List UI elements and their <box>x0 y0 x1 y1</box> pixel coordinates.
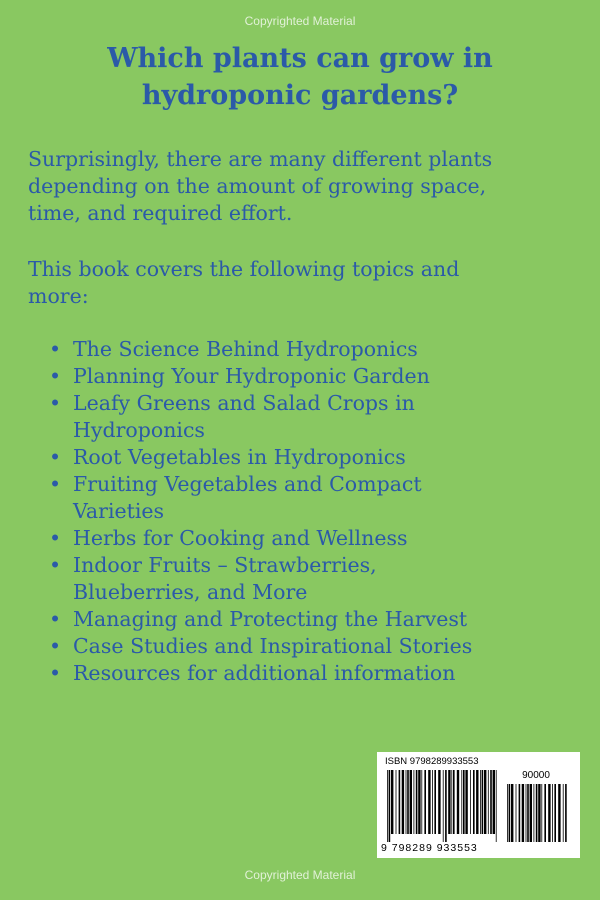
barcode-bar <box>416 770 418 834</box>
topics-intro-line: This book covers the following topics and <box>28 257 460 281</box>
barcode-bar <box>526 784 527 842</box>
topic-item <box>45 444 565 471</box>
barcode-bar <box>493 770 495 834</box>
barcode-bar <box>410 770 412 834</box>
barcode-bar <box>421 770 422 834</box>
topic-text: Hydroponics <box>73 418 205 442</box>
topic-item <box>45 336 565 363</box>
topic-text: Managing and Protecting the Harvest <box>73 607 468 631</box>
barcode-bar <box>536 784 538 842</box>
topic-item <box>45 363 565 390</box>
isbn-label: ISBN 9798289933553 <box>385 756 479 767</box>
barcode-bar <box>389 770 391 842</box>
barcode-bar <box>451 770 452 834</box>
topic-text: Planning Your Hydroponic Garden <box>73 364 430 388</box>
barcode-bar <box>488 770 489 834</box>
barcode-bars <box>387 770 499 842</box>
bullet-icon: • <box>49 634 62 658</box>
barcode-bar <box>432 770 433 834</box>
barcode-bar <box>387 770 388 842</box>
barcode-bar <box>516 784 517 842</box>
topic-item <box>45 633 565 660</box>
barcode-bar <box>509 784 511 842</box>
topics-intro-paragraph <box>28 256 588 310</box>
cover-title <box>70 40 530 114</box>
barcode-bar <box>424 770 426 834</box>
barcode-bar <box>391 770 393 834</box>
barcode-bar <box>445 770 447 842</box>
intro-line: time, and required effort. <box>28 201 293 225</box>
barcode-bar <box>396 770 397 834</box>
barcode-bar <box>434 770 436 834</box>
barcode-bar <box>448 770 450 834</box>
barcode-bar <box>457 770 459 834</box>
cover-title-line: Which plants can grow in <box>107 43 493 74</box>
barcode-bar <box>470 770 471 834</box>
barcode-bar <box>544 784 546 842</box>
intro-paragraph <box>28 146 588 227</box>
topic-item <box>45 606 565 633</box>
bullet-icon: • <box>49 553 62 577</box>
topic-list <box>45 336 565 687</box>
price-barcode-bars <box>507 784 567 842</box>
barcode-bar <box>522 784 524 842</box>
topic-text: Leafy Greens and Salad Crops in <box>73 391 415 415</box>
topic-item <box>45 552 565 606</box>
barcode-bar <box>534 784 535 842</box>
barcode-bar <box>418 770 420 834</box>
topic-text: Case Studies and Inspirational Stories <box>73 634 473 658</box>
barcode-bar <box>552 784 553 842</box>
barcode-bar <box>461 770 462 834</box>
intro-line: depending on the amount of growing space, <box>28 174 487 198</box>
bullet-icon: • <box>49 364 62 388</box>
barcode-bar <box>496 770 497 842</box>
barcode-bar <box>414 770 415 834</box>
topic-item <box>45 660 565 687</box>
topic-text: Resources for additional information <box>73 661 456 685</box>
bullet-icon: • <box>49 607 62 631</box>
barcode-bar <box>453 770 455 834</box>
barcode-bar <box>548 784 550 842</box>
barcode-bar <box>463 770 465 834</box>
barcode-bar <box>438 770 440 834</box>
watermark-top: Copyrighted Material <box>244 14 356 28</box>
bullet-icon: • <box>49 661 62 685</box>
topic-text: Blueberries, and More <box>73 580 308 604</box>
barcode-bar <box>507 784 508 842</box>
intro-line: Surprisingly, there are many different plants <box>28 147 493 171</box>
bullet-icon: • <box>49 445 62 469</box>
barcode-bar <box>511 784 513 842</box>
isbn-barcode <box>377 752 580 858</box>
barcode-bar <box>402 770 404 834</box>
topic-item <box>45 390 565 444</box>
cover-title-line: hydroponic gardens? <box>141 80 459 111</box>
isbn-digits: 9 798289 933553 <box>381 842 478 854</box>
topic-text: Herbs for Cooking and Wellness <box>73 526 408 550</box>
barcode-bar <box>407 770 409 834</box>
barcode-bar <box>465 770 467 834</box>
topic-text: Root Vegetables in Hydroponics <box>73 445 406 469</box>
barcode-bar <box>530 784 532 842</box>
barcode-bar <box>473 770 475 834</box>
bullet-icon: • <box>49 391 62 415</box>
barcode-bar <box>519 784 521 842</box>
bullet-icon: • <box>49 526 62 550</box>
topic-text: Indoor Fruits – Strawberries, <box>73 553 377 577</box>
price-code: 90000 <box>522 770 550 781</box>
barcode-bar <box>406 770 407 834</box>
watermark-bottom: Copyrighted Material <box>244 868 356 882</box>
barcode-bar <box>476 770 478 834</box>
topics-intro-line: more: <box>28 284 89 308</box>
barcode-bar <box>480 770 481 834</box>
barcode-bar <box>541 784 542 842</box>
bullet-icon: • <box>49 472 62 496</box>
barcode-bar <box>443 770 444 842</box>
barcode-bar <box>565 784 567 842</box>
topic-item <box>45 525 565 552</box>
topic-text: Varieties <box>73 499 165 523</box>
barcode-bar <box>554 784 556 842</box>
topic-text: Fruiting Vegetables and Compact <box>73 472 422 496</box>
barcode-bar <box>482 770 484 834</box>
barcode-bar <box>527 784 529 842</box>
barcode-bar <box>490 770 492 834</box>
barcode-bar <box>558 784 560 842</box>
barcode-bar <box>484 770 486 834</box>
barcode-bar <box>563 784 564 842</box>
barcode-bar <box>399 770 401 834</box>
barcode-bar <box>428 770 430 834</box>
topic-item <box>45 471 565 525</box>
barcode-bar <box>538 784 540 842</box>
topic-text: The Science Behind Hydroponics <box>73 337 418 361</box>
bullet-icon: • <box>49 337 62 361</box>
